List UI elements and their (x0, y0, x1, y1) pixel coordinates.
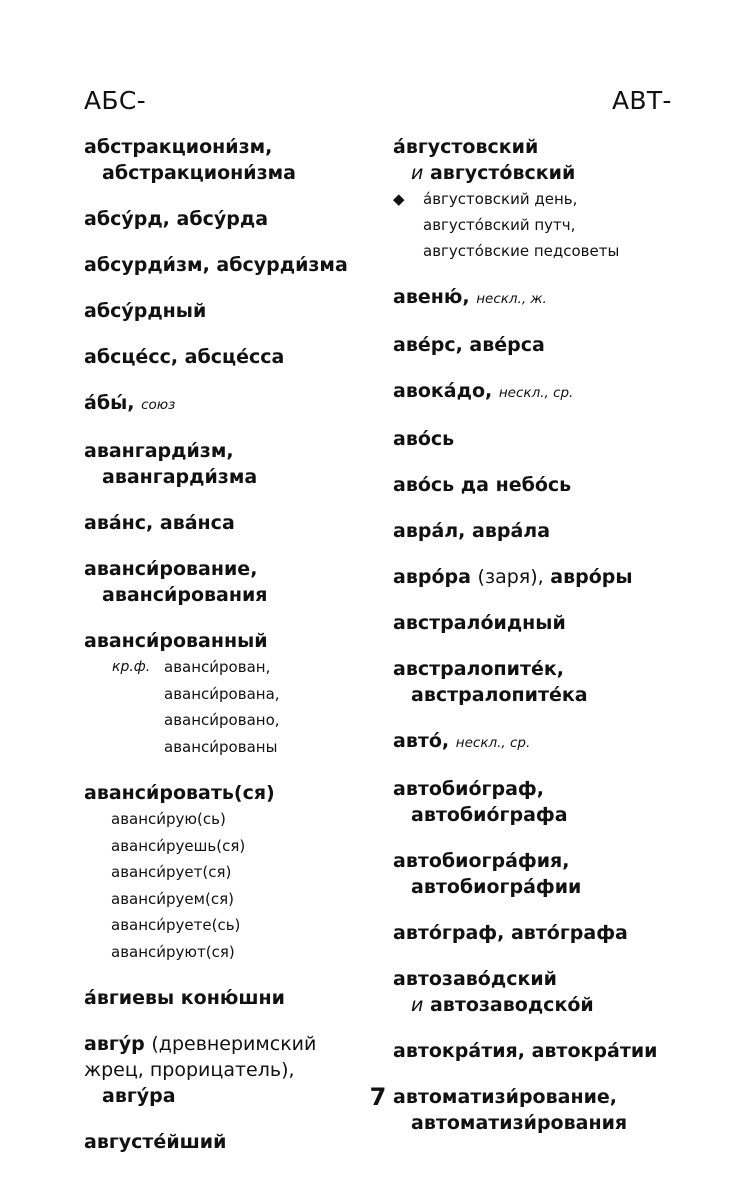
headword: авра́л, авра́ла (393, 520, 551, 542)
headword (393, 378, 723, 406)
headword: абсурди́зм, абсурди́зма (84, 254, 348, 276)
header-right-guide-word: АВТ- (612, 86, 672, 115)
entry-avansirovat (84, 780, 384, 965)
definition-text: жрец, прорицатель), (84, 1059, 295, 1081)
headword-text: а́бы́, (84, 392, 135, 414)
headword (84, 1031, 384, 1057)
variant-text: автозаводско́й (429, 994, 594, 1016)
entry-avtograf (393, 920, 723, 946)
conjugation-form: аванси́руете(сь) (111, 916, 241, 934)
short-form: аванси́рована, (164, 684, 280, 703)
entry-avansirovanie (84, 556, 384, 608)
entry-avos (393, 426, 723, 452)
left-column (84, 134, 384, 1175)
headword-text: авгу́р (84, 1033, 145, 1055)
entry-avtobiograf (393, 776, 723, 828)
conjunction: и (411, 162, 424, 184)
variant-text: августо́вский (429, 162, 576, 184)
entry-avto (393, 728, 723, 756)
headword-form: абстракциони́зма (102, 162, 296, 184)
headword: аванси́рование, (84, 558, 258, 580)
headword: автобиогра́фия, (393, 850, 570, 872)
entry-abstrakcionizm (84, 134, 384, 186)
entry-absurd (84, 206, 384, 232)
entry-avstraloidnyj (393, 610, 723, 636)
short-form-line (84, 681, 384, 708)
entry-absurdizm (84, 252, 384, 278)
grammar-note: нескл., ср. (498, 385, 574, 401)
short-form-label: кр.ф. (112, 659, 151, 675)
headword: автозаво́дский (393, 968, 557, 990)
entry-avangardizm (84, 438, 384, 490)
entry-avansirovannyj (84, 628, 384, 760)
headword-form: авангарди́зма (102, 466, 258, 488)
conjugation-form: аванси́руем(ся) (111, 889, 234, 908)
headword (393, 284, 723, 312)
example-text: а́вгустовский день, (423, 190, 578, 208)
usage-example (393, 186, 723, 212)
short-form: аванси́рован, (164, 658, 271, 676)
headword-text: авро́ра (393, 566, 471, 588)
conjugation-form: аванси́руют(ся) (111, 942, 235, 961)
entry-avtozavodskij (393, 966, 723, 1018)
entry-avrora (393, 564, 723, 590)
entry-avos-da-nebos (393, 472, 723, 498)
headword: абсце́сс, абсце́сса (84, 346, 285, 368)
headword: абстракциони́зм, (84, 136, 273, 158)
headword-form: автоматизи́рования (411, 1112, 628, 1134)
example-text: августо́вские педсоветы (423, 242, 620, 260)
short-form-line (84, 707, 384, 734)
short-form-line (84, 734, 384, 761)
headword: аве́рс, аве́рса (393, 334, 545, 356)
entry-abscess (84, 344, 384, 370)
headword: автобио́граф, (393, 778, 544, 800)
headword (84, 390, 384, 418)
headword: авто́граф, авто́графа (393, 922, 628, 944)
short-form: аванси́рованы (164, 737, 278, 756)
conjunction: и (411, 994, 424, 1016)
headword-variant (393, 992, 723, 1018)
example-text: августо́вский путч, (423, 216, 576, 234)
headword: автоматизи́рование, (393, 1086, 617, 1108)
entry-avral (393, 518, 723, 544)
entry-avans (84, 510, 384, 536)
headword: австрало́идный (393, 612, 566, 634)
header-left-guide-word: АБС- (84, 86, 146, 115)
usage-example (393, 212, 723, 238)
headword: аванси́рованный (84, 630, 268, 652)
entry-absurdnyj (84, 298, 384, 324)
entry-avgustejshij (84, 1129, 384, 1155)
definition-text: (древнеримский (151, 1033, 317, 1055)
headword-form: авро́ры (550, 566, 633, 588)
conjugation-form: аванси́руешь(ся) (111, 836, 246, 855)
entry-avenyu (393, 284, 723, 312)
grammar-note: нескл., ж. (476, 291, 547, 307)
headword-variant (393, 160, 723, 186)
grammar-note: нескл., ср. (455, 735, 531, 751)
entry-avtobiografiya (393, 848, 723, 900)
headword-form: автобиогра́фии (411, 876, 582, 898)
headword-text: авока́до, (393, 380, 493, 402)
headword (393, 728, 723, 756)
headword: а́вгустовский (393, 136, 539, 158)
headword: абсу́рд, абсу́рда (84, 208, 269, 230)
headword: а́вгиевы коню́шни (84, 987, 285, 1009)
headword: ава́нс, ава́нса (84, 512, 235, 534)
headword: автокра́тия, автокра́тии (393, 1040, 658, 1062)
headword: аво́сь (393, 428, 455, 450)
headword: августе́йший (84, 1131, 227, 1153)
headword: аванси́ровать(ся) (84, 782, 275, 804)
entry-avstralopitek (393, 656, 723, 708)
entry-avokado (393, 378, 723, 406)
headword-text: авто́, (393, 730, 450, 752)
conjugation-form: аванси́рует(ся) (111, 863, 232, 881)
entry-aby (84, 390, 384, 418)
short-form-line (84, 654, 384, 681)
entry-avgustovskij (393, 134, 723, 264)
headword: авангарди́зм, (84, 440, 234, 462)
diamond-icon: ◆ (393, 190, 405, 208)
entry-avtokratiya (393, 1038, 723, 1064)
headword (393, 564, 723, 590)
usage-example (393, 238, 723, 264)
entry-avers (393, 332, 723, 358)
grammar-note: союз (141, 397, 176, 413)
definition-text: (заря), (477, 566, 544, 588)
headword-form: аванси́рования (102, 584, 268, 606)
entry-avgievy-konyushni (84, 985, 384, 1011)
headword-form: автобио́графа (411, 804, 568, 826)
headword: австралопите́к, (393, 658, 564, 680)
headword: абсу́рдный (84, 300, 207, 322)
page-number: 7 (369, 1083, 387, 1111)
conjugation-form: аванси́рую(сь) (111, 810, 226, 828)
right-column (393, 134, 723, 1156)
headword: аво́сь да небо́сь (393, 474, 572, 496)
short-form: аванси́ровано, (164, 711, 280, 729)
headword-form: австралопите́ка (411, 684, 588, 706)
headword-form: авгу́ра (102, 1085, 176, 1107)
headword-text: авеню́, (393, 286, 470, 308)
